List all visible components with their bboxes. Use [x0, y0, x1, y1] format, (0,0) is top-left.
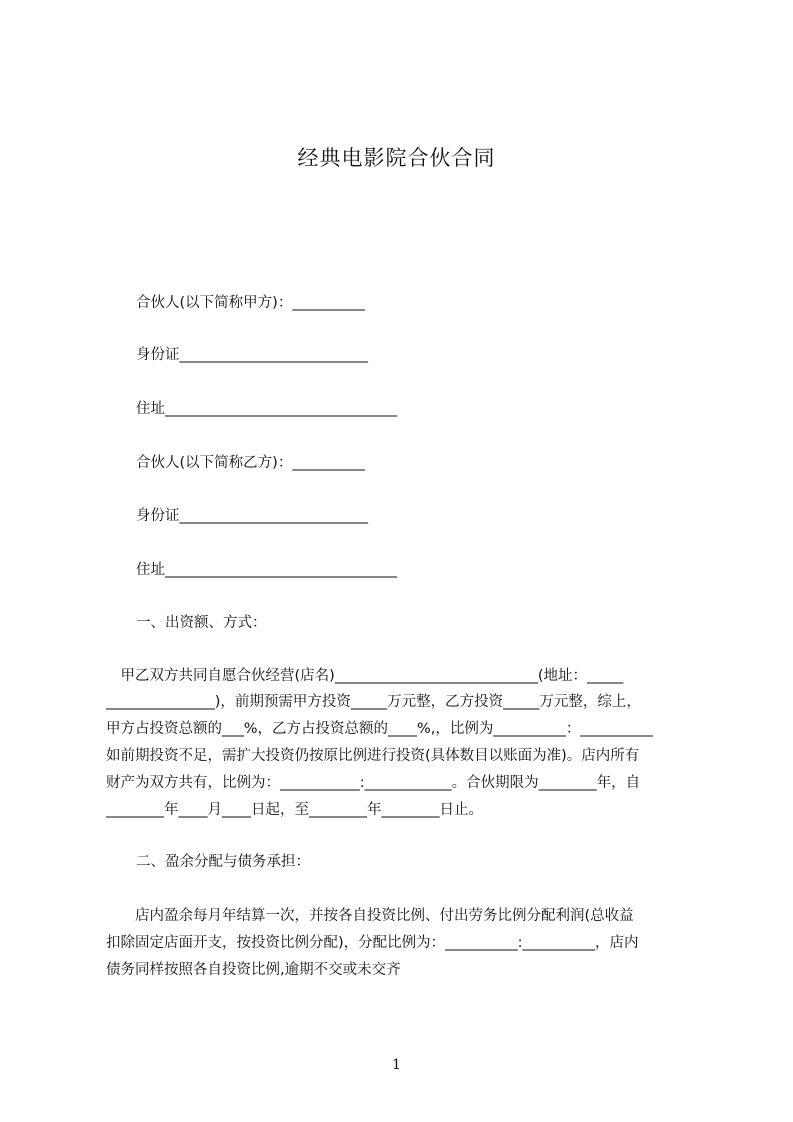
section-1-line: 甲方占投资总额的___%，乙方占投资总额的____%,，比例为__________：__________	[106, 721, 653, 737]
address-b-field: 住址________________________________	[136, 562, 397, 578]
address-a-field: 住址________________________________	[136, 401, 397, 417]
section-1-line: 甲乙双方共同自愿合伙经营(店名)____________________________(地址：_____	[106, 668, 624, 684]
section-1-line: _______________)，前期预需甲方投资_____万元整，乙方投资_____万元整，综上，	[106, 694, 641, 710]
section-2-line: 扣除固定店面开支，按投资比例分配)，分配比例为：__________:__________，店内	[106, 935, 639, 951]
id-a-field: 身份证__________________________	[136, 347, 368, 363]
id-b-field: 身份证__________________________	[136, 508, 368, 524]
section-1-heading: 一、出资额、方式：	[136, 615, 267, 631]
page-number: 1	[392, 1057, 401, 1073]
section-1-line: 财产为双方共有，比例为：___________:____________。合伙期限为________年，自	[106, 775, 641, 791]
partner-a-field: 合伙人(以下简称甲方)：__________	[136, 295, 365, 311]
document-title: 经典电影院合伙合同	[297, 146, 496, 170]
partner-b-field: 合伙人(以下简称乙方)：__________	[136, 455, 365, 471]
section-1-line: 如前期投资不足，需扩大投资仍按原比例进行投资(具体数目以账面为准)。店内所有	[106, 748, 640, 764]
section-1-line: ________年____月____日起，至________年________日止。	[106, 802, 483, 818]
section-2-heading: 二、盈余分配与债务承担：	[136, 854, 310, 870]
section-2-line: 债务同样按照各自投资比例,逾期不交或未交齐	[106, 962, 401, 978]
section-2-line: 店内盈余每月年结算一次，并按各自投资比例、付出劳务比例分配利润(总收益	[106, 908, 634, 924]
